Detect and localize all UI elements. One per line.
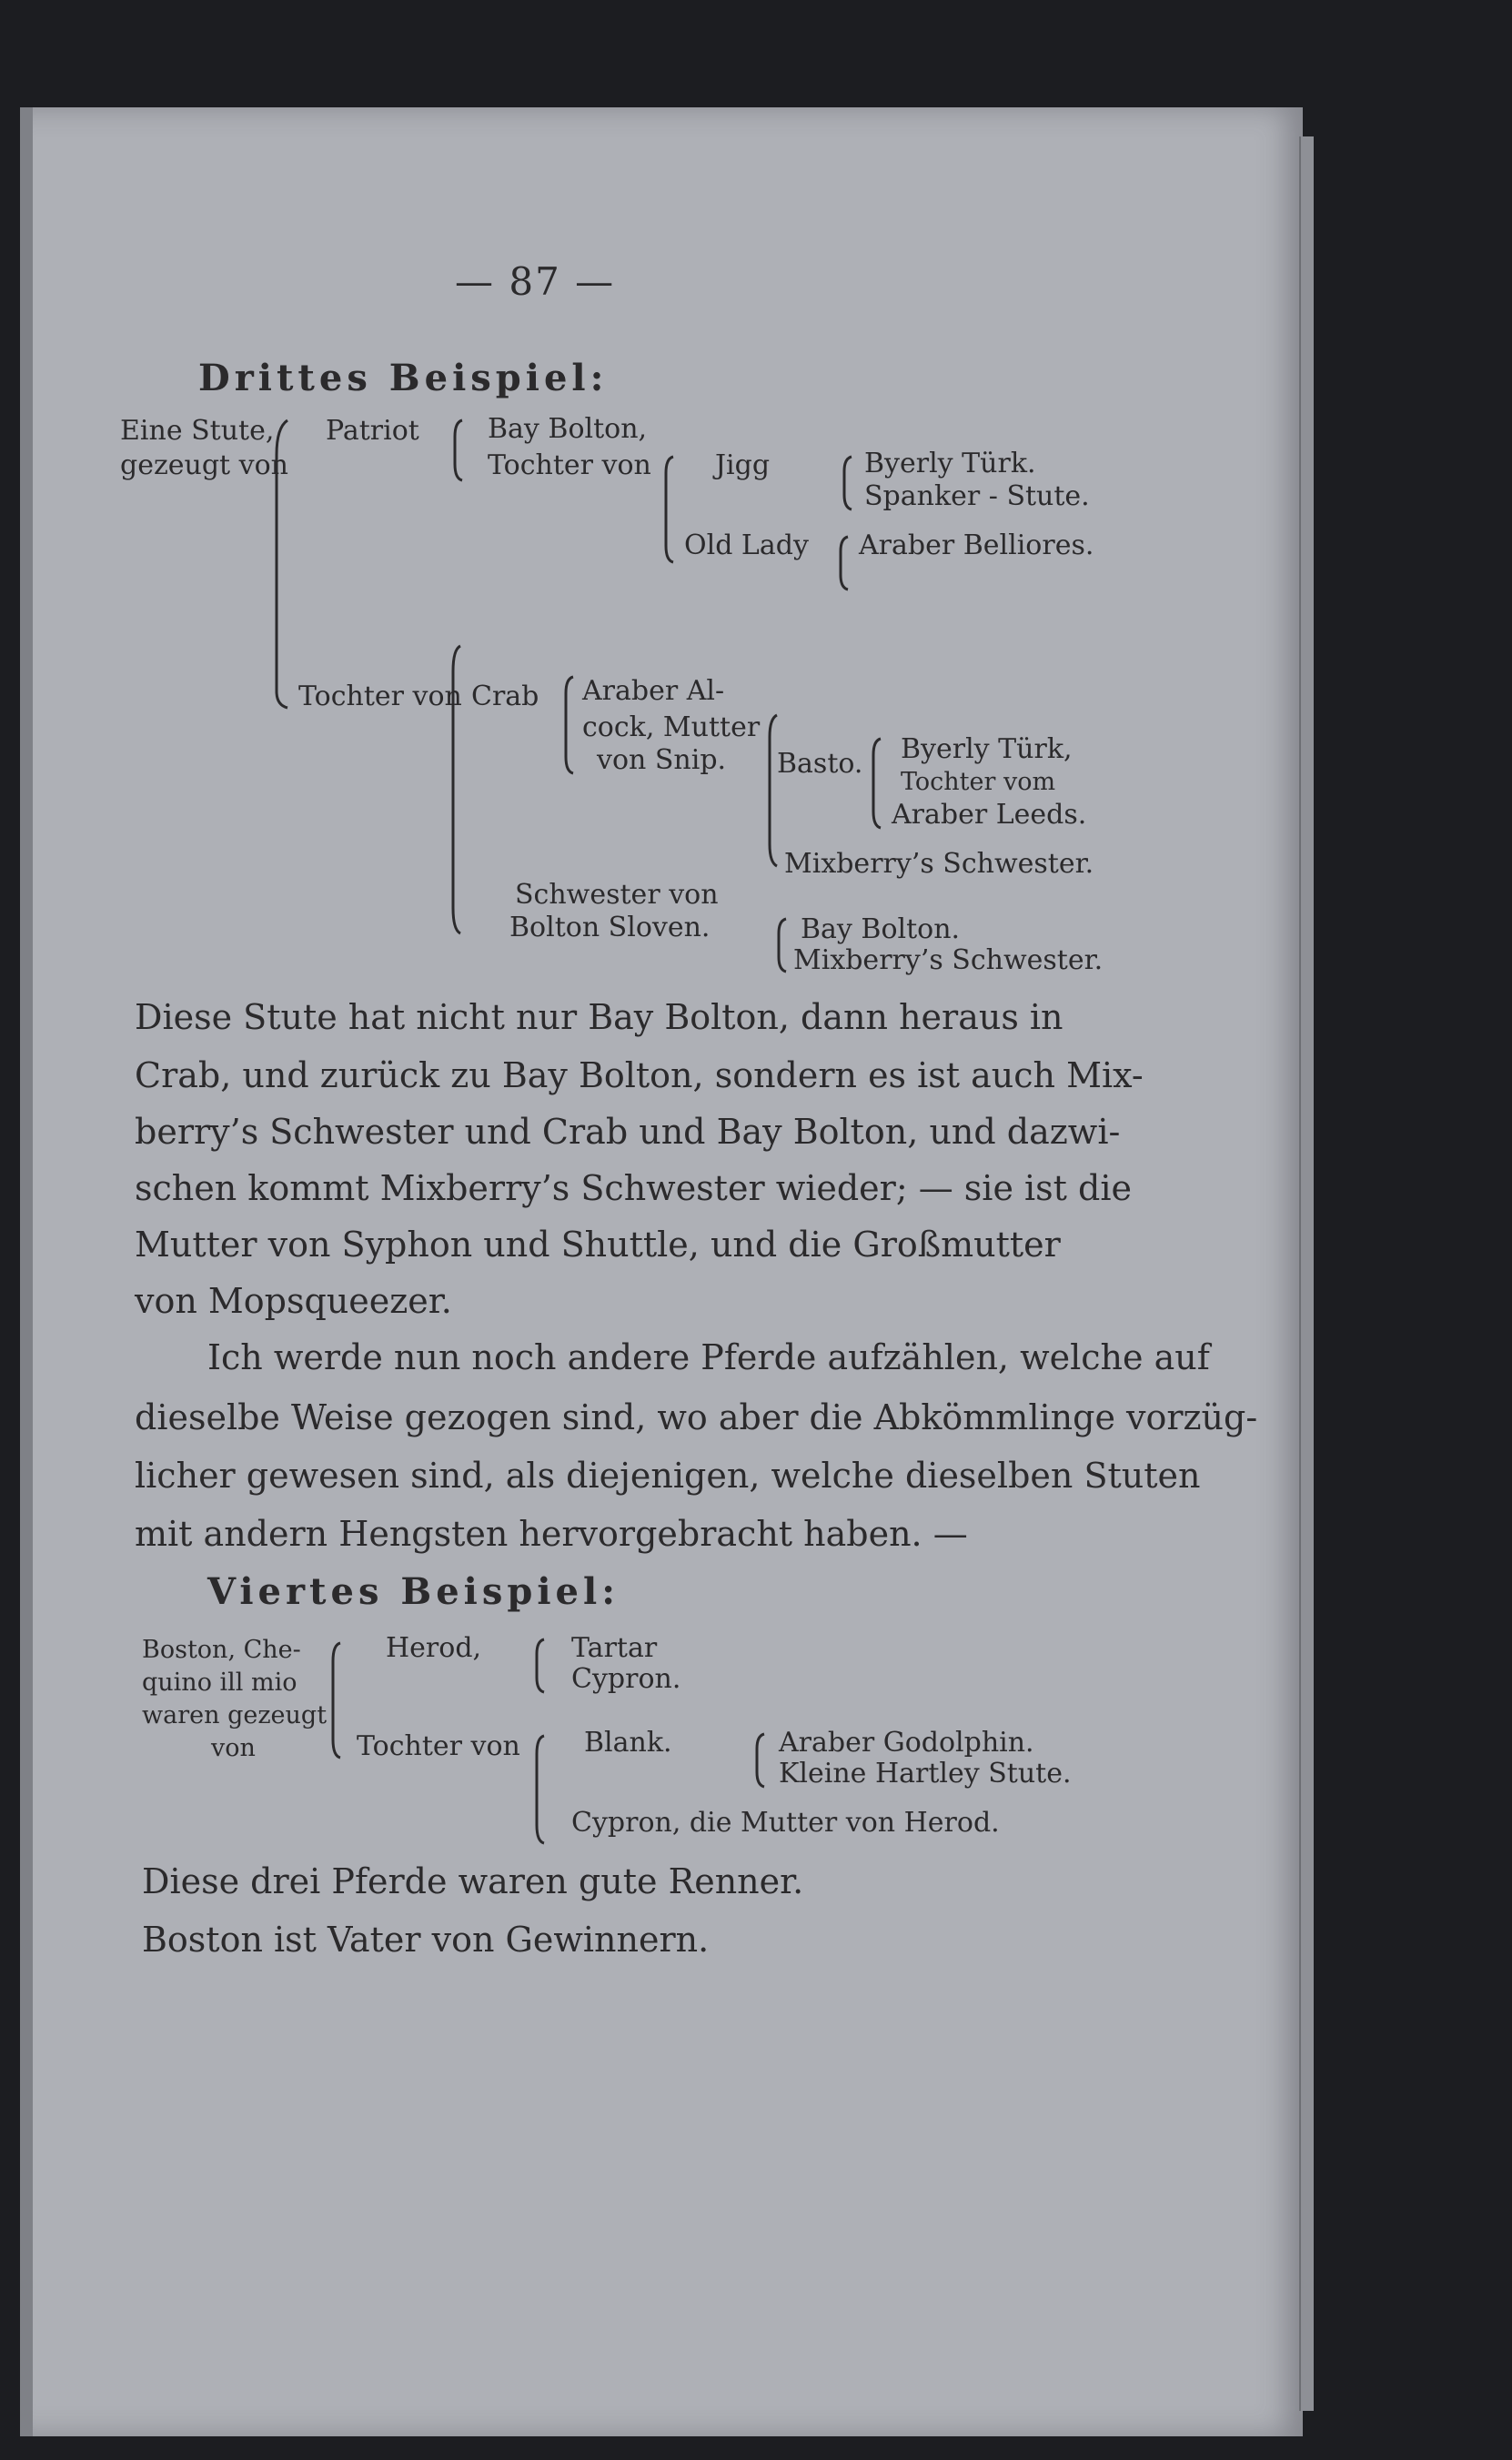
brace-herod [533,1638,548,1694]
bay-bolton-2: Bay Bolton. [801,913,961,945]
paragraph2-line3: licher gewesen sind, als diejenigen, welche dieselben Stuten [135,1456,1201,1496]
example3-heading: Drittes Beispiel: [198,357,609,399]
brace-blank [753,1732,768,1789]
mixberry-schwester-2: Mixberry’s Schwester. [793,944,1104,976]
araber-godolphin: Araber Godolphin. [779,1727,1034,1759]
bay-bolton-1: Bay Bolton, [488,413,648,445]
mare-label-line2: gezeugt von [120,449,288,481]
brace-tochter-von-2 [449,644,464,935]
paragraph1-line3: berry’s Schwester und Crab und Bay Bolton, und dazwi- [135,1112,1121,1152]
brace-patriot [451,418,466,482]
horses-line2: quino ill mio [142,1669,297,1697]
cypron-1: Cypron. [571,1663,681,1695]
bolton-sloven: Bolton Sloven. [509,912,711,943]
brace-basto [870,737,884,830]
byerly-turk-1: Byerly Türk. [864,448,1036,479]
main-brace-3 [273,418,291,710]
von-snip: von Snip. [597,744,727,776]
brace-horses [329,1641,344,1759]
jigg: Jigg [715,449,771,481]
cock-mutter: cock, Mutter [582,711,761,743]
mixberry-schwester-1: Mixberry’s Schwester. [784,848,1094,880]
example4-heading: Viertes Beispiel: [207,1570,620,1613]
byerly-turk-2: Byerly Türk, [901,733,1073,765]
kleine-hartley-stute: Kleine Hartley Stute. [779,1758,1072,1790]
araber-alcock: Araber Al- [582,675,725,707]
patriot: Patriot [326,415,419,447]
araber-belliores: Araber Belliores. [859,529,1094,561]
paragraph1-line1: Diese Stute hat nicht nur Bay Bolton, dann heraus in [135,997,1063,1037]
tochter-von-4: Tochter von [357,1730,520,1762]
horses-line3: waren gezeugt [142,1701,328,1729]
brace-bolton-sloven [775,917,790,973]
herod: Herod, [386,1632,482,1664]
brace-crab [562,675,577,775]
schwester-von: Schwester von [515,879,719,911]
tartar: Tartar [571,1632,658,1664]
book-spine [20,107,33,2436]
tochter-vom: Tochter vom [901,768,1056,796]
brace-tochter-von-4 [533,1734,548,1845]
spanker-stute: Spanker - Stute. [864,480,1090,512]
paragraph1-line6: von Mopsqueezer. [135,1281,452,1321]
araber-leeds: Araber Leeds. [892,799,1087,831]
paragraph1-line2: Crab, und zurück zu Bay Bolton, sondern es ist auch Mix- [135,1055,1144,1095]
closing-line2: Boston ist Vater von Gewinnern. [142,1920,710,1960]
cypron-mutter-herod: Cypron, die Mutter von Herod. [571,1807,1000,1839]
mare-label-line1: Eine Stute, [120,415,275,447]
paragraph1-line4: schen kommt Mixberry’s Schwester wieder; — sie ist die [135,1168,1132,1208]
brace-jigg [841,455,855,511]
page-edge [1299,136,1314,2411]
paragraph1-line5: Mutter von Syphon und Shuttle, und die Großmutter [135,1225,1061,1265]
blank: Blank. [584,1727,672,1759]
page-number: — 87 — [455,259,616,304]
brace-snip [766,713,781,868]
old-lady: Old Lady [684,529,809,561]
brace-tochter-von-1 [662,455,677,564]
closing-line1: Diese drei Pferde waren gute Renner. [142,1861,804,1901]
horses-line1: Boston, Che- [142,1636,301,1664]
paragraph2-line2: dieselbe Weise gezogen sind, wo aber die Abkömmlinge vorzüg- [135,1397,1258,1437]
horses-line4: von [211,1734,256,1762]
crab: Crab [471,681,539,712]
tochter-von-2: Tochter von [298,681,462,712]
paragraph2-line1: Ich werde nun noch andere Pferde aufzählen, welche auf [207,1337,1210,1377]
paragraph2-line4: mit andern Hengsten hervorgebracht haben. — [135,1514,968,1554]
basto: Basto. [777,748,863,780]
tochter-von-1: Tochter von [488,449,651,481]
brace-old-lady [837,535,852,591]
